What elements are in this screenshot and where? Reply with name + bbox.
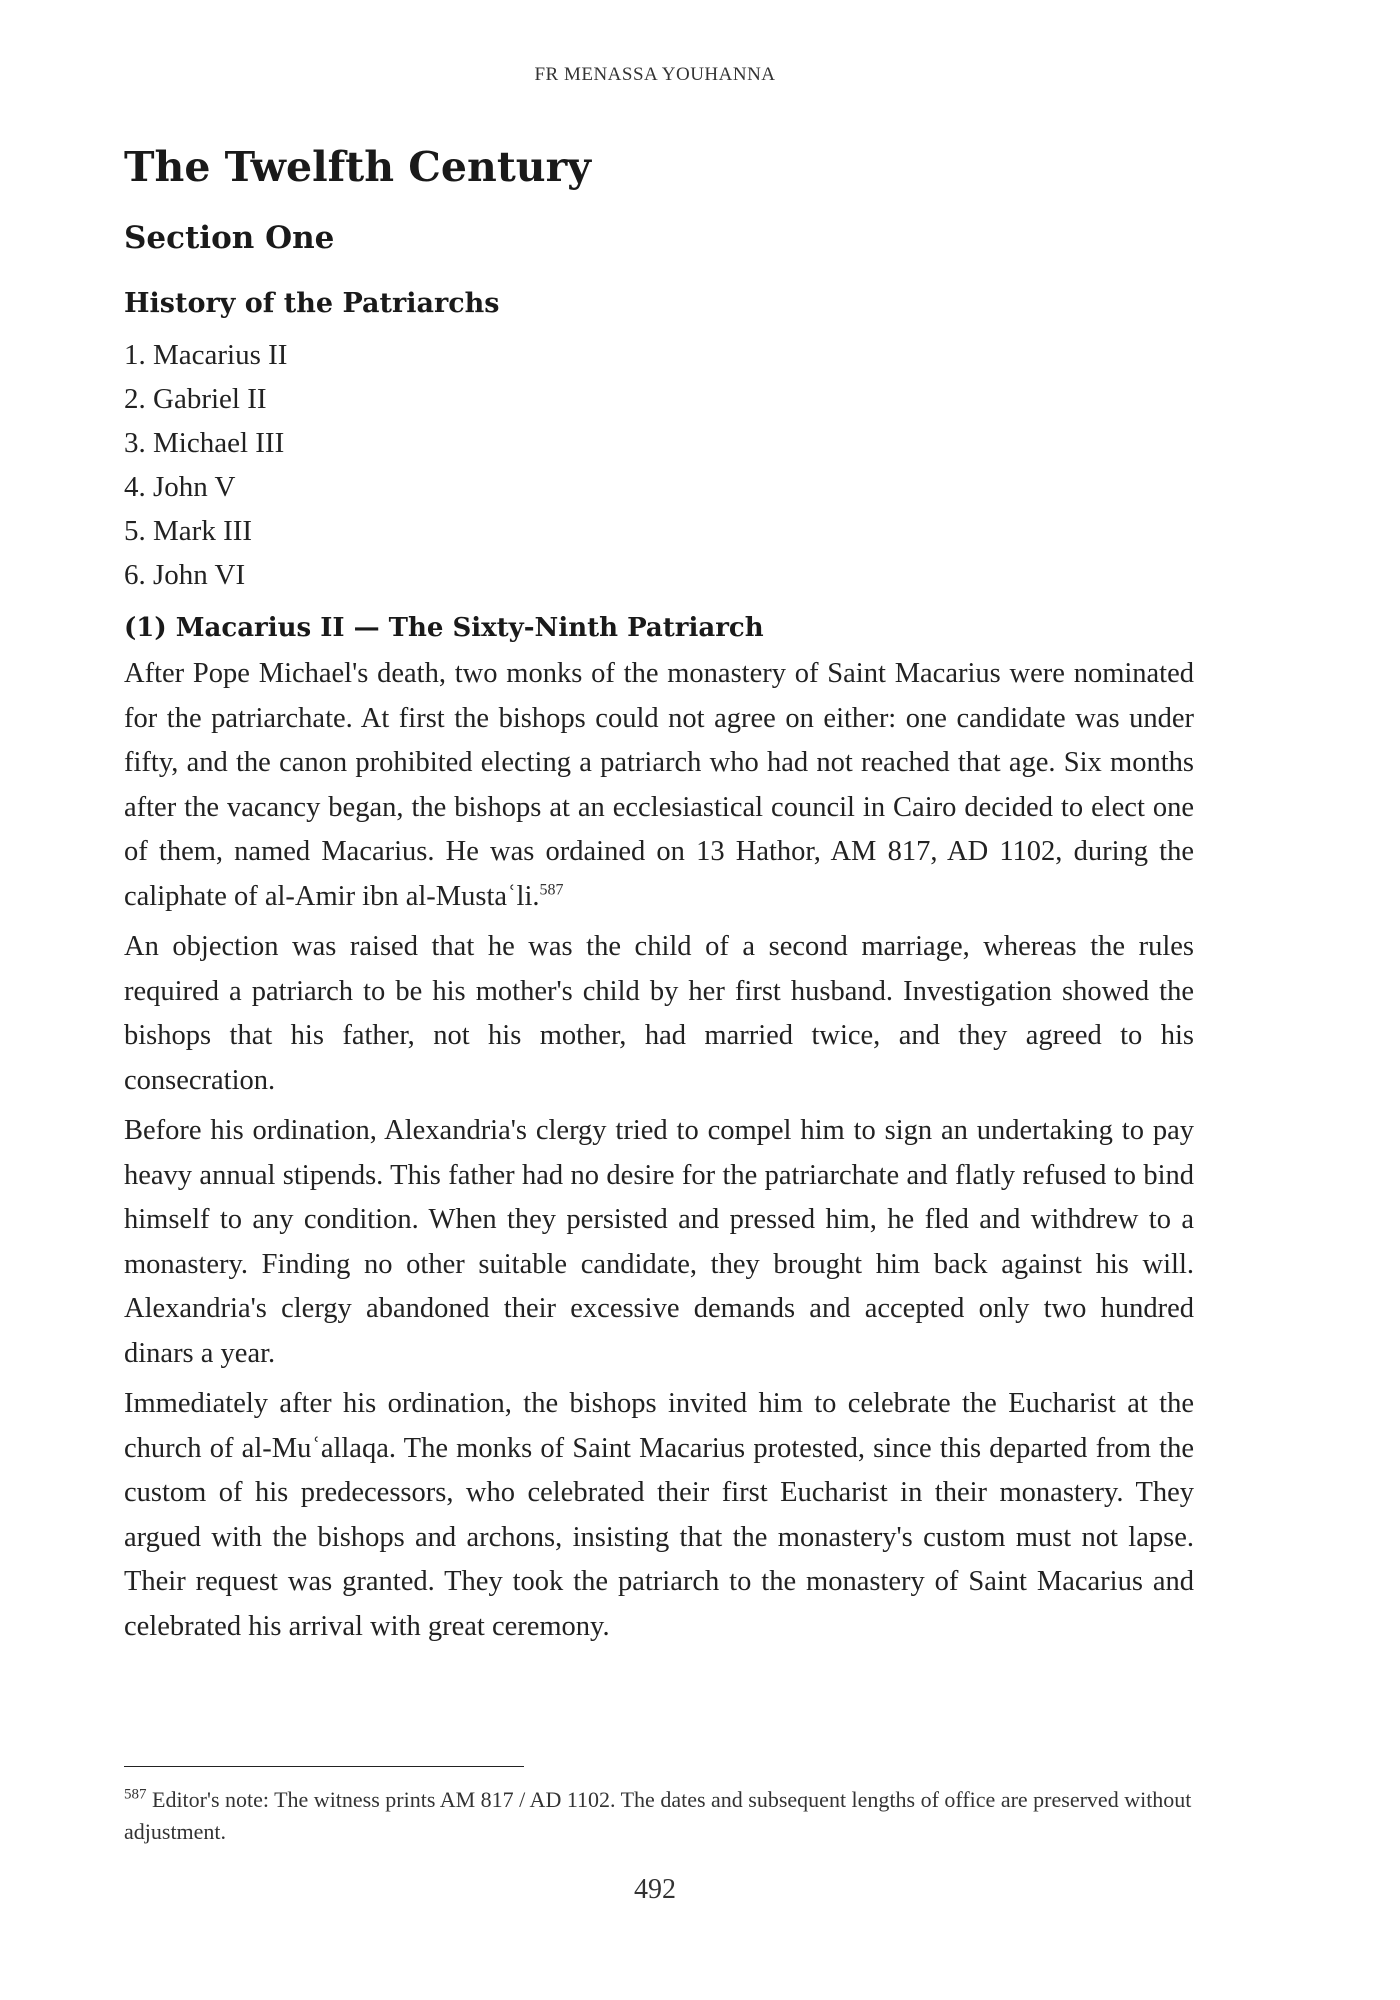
footnote-number: 587 xyxy=(124,1786,147,1803)
body-paragraph xyxy=(124,652,1194,919)
body-paragraph: An objection was raised that he was the child of a second marriage, whereas the rules required a patriarch to be his mother's child by her first husband. Investigation showed the bishops that his father, not his mother, had married twice, and they agreed to his consecration. xyxy=(124,931,1194,1096)
paragraph-text: After Pope Michael's death, two monks of the monastery of Saint Macarius were nominated for the patriarchate. At first the bishops could not agree on either: one candidate was under fifty, and the canon prohibited electing a patriarch who had not reached that age. Six months after the vacancy began, the bishops at an ecclesiastical council in Cairo decided to elect one of them, named Macarius. He was ordained on 13 Hathor, AM 817, AD 1102, during the caliphate of al-Amir ibn al-Mustaʿli. xyxy=(124,658,1194,912)
footnote-divider xyxy=(124,1766,524,1767)
list-item: 4. John V xyxy=(124,471,236,504)
main-content xyxy=(124,142,1194,1655)
footnote xyxy=(124,1784,1194,1848)
chapter-title: The Twelfth Century xyxy=(124,143,591,191)
footnote-reference[interactable]: 587 xyxy=(539,881,564,899)
subsection-title: History of the Patriarchs xyxy=(124,288,500,319)
body-paragraph: Before his ordination, Alexandria's clergy tried to compel him to sign an undertaking to pay heavy annual stipends. This father had no desire for the patriarchate and flatly refused to bind himself to any condition. When they persisted and pressed him, he fled and withdrew to a monastery. Finding no other suitable candidate, they brought him back against his will. Alexandria's clergy abandoned their excessive demands and accepted only two hundred dinars a year. xyxy=(124,1115,1194,1369)
list-item: 2. Gabriel II xyxy=(124,383,267,416)
list-item: 5. Mark III xyxy=(124,515,253,548)
running-header: FR MENASSA YOUHANNA xyxy=(534,64,776,85)
patriarch-list xyxy=(124,333,1194,597)
footnote-text: Editor's note: The witness prints AM 817 / AD 1102. The dates and subsequent lengths of office are preserved without adjustment. xyxy=(124,1787,1192,1844)
entry-title: (1) Macarius II — The Sixty-Ninth Patriarch xyxy=(124,613,764,644)
list-item: 6. John VI xyxy=(124,559,246,592)
body-paragraph: Immediately after his ordination, the bishops invited him to celebrate the Eucharist at the church of al-Muʿallaqa. The monks of Saint Macarius protested, since this departed from the custom of his predecessors, who celebrated their first Eucharist in their monastery. They argued with the bishops and archons, insisting that the monastery's custom must not lapse. Their request was granted. They took the patriarch to the monastery of Saint Macarius and celebrated his arrival with great ceremony. xyxy=(124,1388,1194,1642)
list-item: 1. Macarius II xyxy=(124,339,288,372)
section-title: Section One xyxy=(124,220,335,257)
list-item: 3. Michael III xyxy=(124,427,285,460)
page-number: 492 xyxy=(634,1874,676,1905)
